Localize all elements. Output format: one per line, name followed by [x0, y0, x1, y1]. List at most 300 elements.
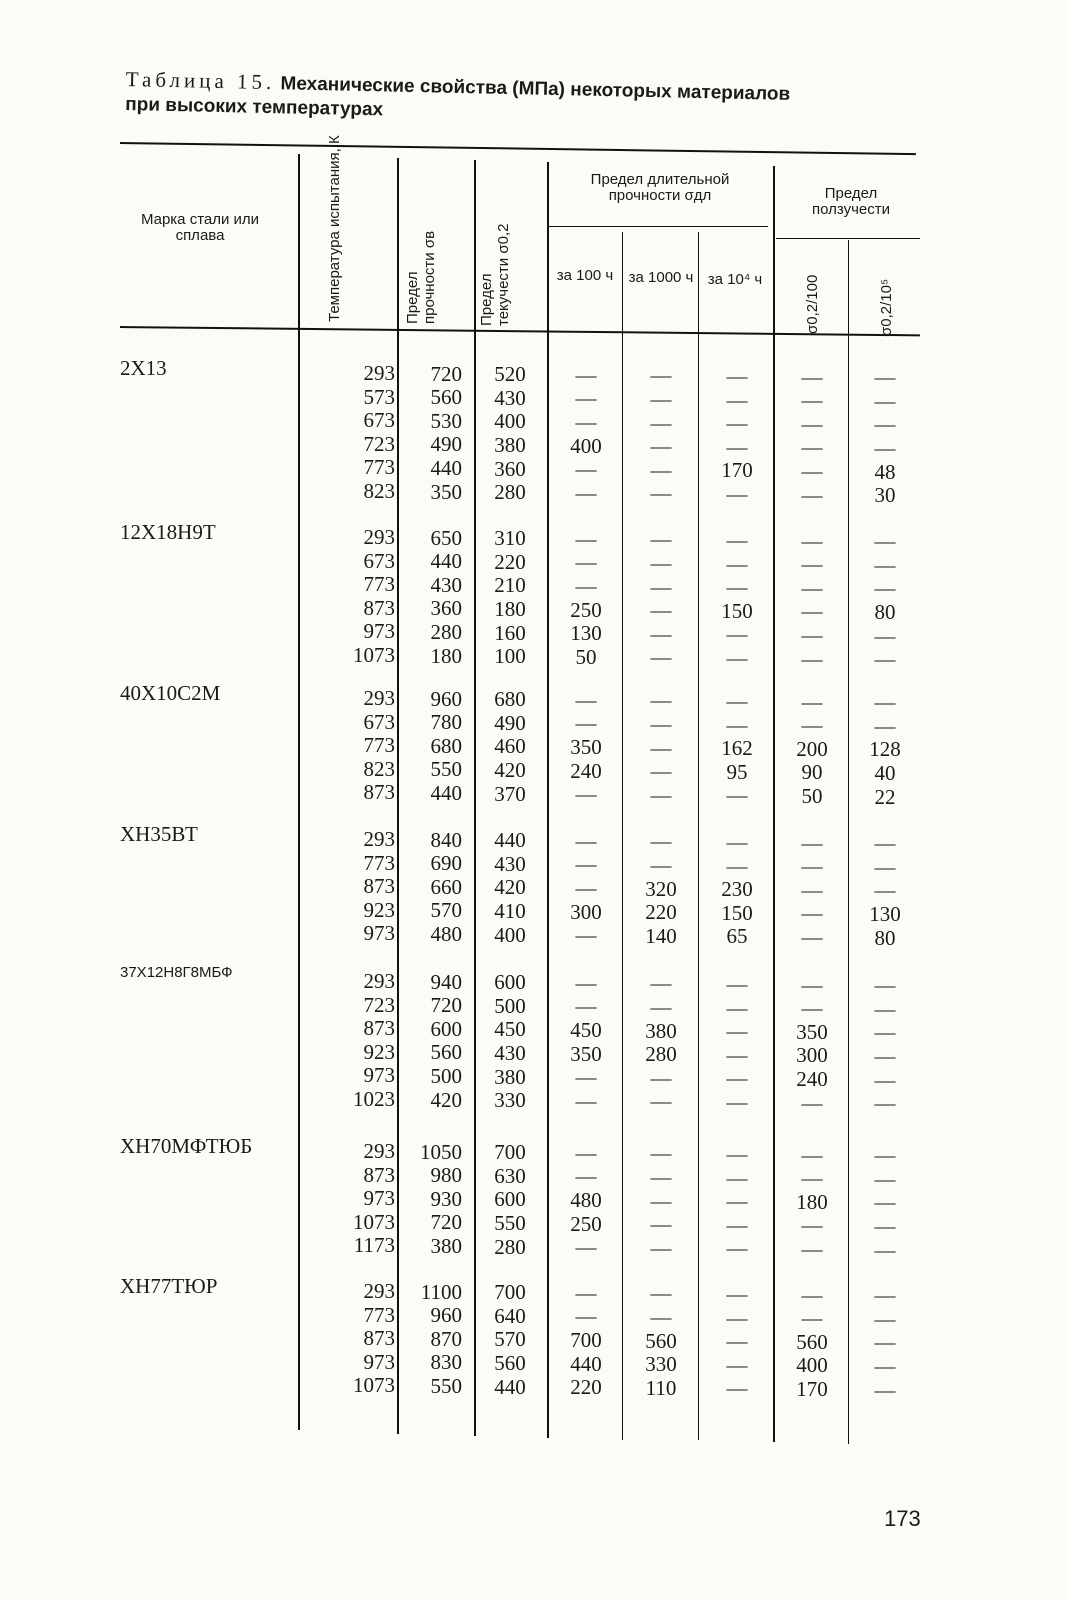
- creep-subheader-rule: [776, 238, 920, 239]
- table-cell: 310: [494, 526, 526, 551]
- table-cell: —: [801, 901, 823, 926]
- table-cell: —: [801, 1306, 823, 1331]
- table-cell: —: [726, 972, 748, 996]
- table-cell: —: [801, 1166, 823, 1191]
- table-cell: —: [575, 573, 597, 598]
- table-cell: —: [650, 434, 672, 459]
- table-cell: —: [726, 528, 748, 552]
- table-cell: —: [650, 1188, 672, 1213]
- table-cell: 573: [363, 384, 395, 409]
- table-cell: 700: [494, 1140, 526, 1165]
- header-temperature: Температура испытания, К: [326, 135, 343, 322]
- table-cell: 550: [430, 757, 462, 782]
- table-cell: —: [874, 1237, 896, 1262]
- table-cell: 380: [494, 1064, 526, 1089]
- table-cell: —: [874, 1306, 896, 1331]
- table-cell: 293: [363, 827, 395, 851]
- table-cell: 723: [363, 431, 395, 456]
- table-cell: 440: [494, 828, 526, 853]
- table-cell: 873: [363, 1162, 395, 1187]
- table-cell: —: [726, 1376, 748, 1401]
- table-cell: 1173: [353, 1233, 395, 1258]
- group-column: [624, 689, 698, 807]
- table-cell: 460: [494, 734, 526, 759]
- table-cell: —: [650, 1212, 672, 1237]
- table-cell: 773: [363, 572, 395, 597]
- column-rule: [298, 154, 300, 1430]
- material-grade: ХН35ВТ: [120, 822, 198, 846]
- table-cell: —: [575, 994, 597, 1019]
- table-cell: —: [801, 996, 823, 1021]
- table-cell: 350: [570, 1041, 602, 1066]
- table-cell: 90: [801, 760, 823, 785]
- group-column: [850, 1144, 920, 1262]
- group-column: [850, 1284, 920, 1402]
- table-cell: 1023: [353, 1086, 395, 1111]
- table-cell: —: [650, 852, 672, 877]
- table-cell: —: [575, 852, 597, 877]
- table-cell: —: [650, 645, 672, 670]
- table-cell: —: [575, 828, 597, 853]
- column-rule: [698, 232, 699, 1440]
- group-column: [624, 830, 698, 948]
- table-cell: 1100: [420, 1279, 462, 1304]
- header-creep-limit: Предел ползучести: [811, 185, 890, 218]
- table-cell: 873: [363, 874, 395, 899]
- table-cell: —: [801, 364, 823, 389]
- table-cell: 823: [363, 478, 395, 503]
- table-cell: 720: [430, 361, 462, 386]
- table-cell: —: [650, 1304, 672, 1329]
- table-cell: —: [650, 550, 672, 575]
- table-cell: 370: [494, 781, 526, 806]
- table-cell: 600: [494, 970, 526, 995]
- group-column: [700, 690, 774, 808]
- table-cell: 220: [645, 900, 677, 925]
- column-rule: [547, 162, 549, 1438]
- material-grade: 2Х13: [120, 356, 167, 380]
- table-cell: 930: [430, 1186, 462, 1211]
- table-cell: 360: [430, 596, 462, 621]
- table-cell: 200: [796, 736, 828, 761]
- table-cell: —: [650, 457, 672, 482]
- table-title: Механические свойства (МПа) некоторых материалов: [280, 73, 791, 105]
- table-cell: 170: [721, 458, 753, 483]
- table-cell: 440: [430, 455, 462, 480]
- table-cell: —: [874, 996, 896, 1021]
- table-cell: —: [874, 1213, 896, 1238]
- table-cell: 960: [430, 686, 462, 711]
- group-column: [700, 1143, 774, 1261]
- table-cell: —: [874, 365, 896, 390]
- table-cell: —: [726, 575, 748, 600]
- group-column: [305, 526, 395, 668]
- table-cell: —: [726, 1352, 748, 1377]
- table-cell: —: [874, 973, 896, 998]
- table-cell: —: [801, 854, 823, 879]
- table-cell: 293: [363, 1139, 395, 1163]
- table-cell: 250: [570, 1211, 602, 1236]
- table-cell: —: [874, 713, 896, 738]
- group-column: [776, 530, 848, 672]
- table-cell: —: [575, 1140, 597, 1165]
- table-cell: —: [726, 622, 748, 647]
- table-cell: 823: [363, 756, 395, 781]
- table-cell: 960: [430, 1303, 462, 1328]
- table-cell: 180: [430, 643, 462, 668]
- table-cell: —: [726, 364, 748, 388]
- table-cell: —: [726, 1042, 748, 1067]
- table-cell: —: [650, 1281, 672, 1306]
- group-column: [850, 366, 920, 508]
- table-caption: [125, 68, 916, 133]
- group-column: [776, 1144, 848, 1262]
- table-cell: —: [650, 971, 672, 996]
- table-cell: 723: [363, 992, 395, 1017]
- table-cell: —: [650, 527, 672, 552]
- table-cell: —: [650, 735, 672, 760]
- table-cell: 980: [430, 1163, 462, 1188]
- group-column: [700, 365, 774, 507]
- table-cell: 40: [874, 760, 896, 785]
- group-column: [776, 1284, 848, 1402]
- table-cell: —: [650, 621, 672, 646]
- table-cell: —: [650, 688, 672, 713]
- group-column: [478, 829, 542, 947]
- table-cell: 400: [570, 433, 602, 458]
- table-cell: —: [575, 457, 597, 482]
- group-column: [624, 1282, 698, 1400]
- table-cell: —: [726, 1212, 748, 1237]
- table-cell: 773: [363, 1302, 395, 1327]
- table-cell: 320: [645, 876, 677, 901]
- table-cell: —: [650, 782, 672, 807]
- table-cell: 180: [796, 1189, 828, 1214]
- table-cell: 160: [494, 620, 526, 645]
- group-column: [624, 1142, 698, 1260]
- table-cell: 330: [494, 1088, 526, 1113]
- table-cell: 22: [874, 784, 896, 809]
- group-column: [850, 974, 920, 1116]
- top-rule: [120, 142, 916, 155]
- group-column: [850, 691, 920, 809]
- table-cell: —: [801, 599, 823, 624]
- table-cell: 940: [430, 969, 462, 994]
- table-cell: 440: [570, 1351, 602, 1376]
- table-cell: 500: [430, 1063, 462, 1088]
- table-cell: —: [874, 1166, 896, 1191]
- group-column: [850, 530, 920, 672]
- header-creep-10e5: σ0,2/10⁵: [878, 278, 895, 336]
- table-cell: 430: [494, 1040, 526, 1065]
- table-cell: —: [801, 435, 823, 460]
- table-cell: 973: [363, 921, 395, 946]
- table-cell: 100: [494, 644, 526, 669]
- table-cell: 923: [363, 1039, 395, 1064]
- material-grade: ХН77ТЮР: [120, 1274, 218, 1298]
- table-cell: 873: [363, 595, 395, 620]
- table-cell: 293: [363, 525, 395, 549]
- table-cell: —: [650, 386, 672, 411]
- table-cell: 773: [363, 455, 395, 480]
- group-column: [550, 830, 622, 948]
- table-cell: 430: [494, 851, 526, 876]
- table-cell: 570: [494, 1327, 526, 1352]
- table-cell: 240: [570, 758, 602, 783]
- table-cell: 720: [430, 993, 462, 1018]
- table-cell: 180: [494, 596, 526, 621]
- table-cell: —: [726, 387, 748, 412]
- group-column: [700, 529, 774, 671]
- table-cell: 830: [430, 1350, 462, 1375]
- group-column: [305, 828, 395, 946]
- table-cell: 780: [430, 710, 462, 735]
- group-column: [850, 832, 920, 950]
- table-cell: 170: [796, 1376, 828, 1401]
- table-cell: 650: [430, 525, 462, 550]
- table-cell: 280: [494, 1234, 526, 1259]
- header-long-term-strength: Предел длительной прочности σдл: [590, 171, 730, 204]
- table-cell: 550: [430, 1373, 462, 1398]
- table-cell: —: [575, 1164, 597, 1189]
- table-cell: 773: [363, 733, 395, 758]
- table-cell: 600: [494, 1187, 526, 1212]
- table-cell: —: [575, 480, 597, 505]
- table-cell: —: [575, 923, 597, 948]
- table-cell: 140: [645, 923, 677, 948]
- table-cell: 440: [430, 549, 462, 574]
- material-grade: ХН70МФТЮБ: [120, 1134, 253, 1158]
- group-column: [478, 1281, 542, 1399]
- table-cell: —: [801, 972, 823, 997]
- table-cell: 700: [494, 1280, 526, 1305]
- group-column: [550, 689, 622, 807]
- table-cell: 873: [363, 780, 395, 805]
- table-cell: —: [726, 1305, 748, 1330]
- table-cell: —: [801, 830, 823, 855]
- table-cell: —: [801, 689, 823, 714]
- group-column: [624, 972, 698, 1114]
- table-cell: 50: [575, 644, 597, 669]
- table-cell: 410: [494, 898, 526, 923]
- table-cell: 293: [363, 1279, 395, 1303]
- table-cell: 280: [645, 1042, 677, 1067]
- table-cell: 550: [494, 1210, 526, 1235]
- table-cell: —: [801, 1236, 823, 1261]
- table-cell: —: [874, 412, 896, 437]
- table-cell: 230: [721, 877, 753, 902]
- table-cell: 600: [430, 1016, 462, 1041]
- table-cell: —: [650, 1164, 672, 1189]
- table-cell: 300: [570, 899, 602, 924]
- group-column: [624, 364, 698, 506]
- long-term-subheader-rule: [548, 226, 768, 227]
- group-column: [550, 364, 622, 506]
- table-cell: —: [801, 411, 823, 436]
- table-cell: —: [726, 830, 748, 854]
- table-cell: —: [650, 994, 672, 1019]
- header-creep-100: σ0,2/100: [804, 274, 821, 334]
- table-cell: —: [801, 482, 823, 507]
- table-cell: 973: [363, 1186, 395, 1211]
- table-cell: 293: [363, 969, 395, 993]
- table-cell: —: [801, 924, 823, 949]
- table-cell: 130: [869, 901, 901, 926]
- table-cell: 48: [874, 459, 896, 484]
- header-strength: Предел прочности σв: [404, 230, 438, 324]
- table-cell: —: [801, 528, 823, 553]
- table-cell: 700: [570, 1327, 602, 1352]
- material-grade: 12Х18Н9Т: [120, 520, 216, 544]
- table-cell: 128: [869, 737, 901, 762]
- table-cell: —: [726, 1236, 748, 1261]
- table-cell: 350: [796, 1019, 828, 1044]
- table-cell: 293: [363, 686, 395, 710]
- group-column: [776, 691, 848, 809]
- table-cell: 150: [721, 598, 753, 623]
- table-cell: 530: [430, 408, 462, 433]
- table-cell: —: [650, 829, 672, 854]
- table-cell: —: [874, 1330, 896, 1355]
- table-cell: —: [874, 435, 896, 460]
- table-cell: 690: [430, 851, 462, 876]
- group-column: [550, 1282, 622, 1400]
- table-cell: 80: [874, 599, 896, 624]
- table-cell: —: [874, 1143, 896, 1168]
- table-cell: —: [726, 645, 748, 670]
- table-cell: 520: [494, 362, 526, 387]
- table-cell: —: [726, 1089, 748, 1114]
- page-number: 173: [884, 1506, 921, 1531]
- table-cell: —: [575, 875, 597, 900]
- table-cell: —: [801, 552, 823, 577]
- table-cell: —: [874, 1283, 896, 1308]
- table-cell: 293: [363, 361, 395, 385]
- group-column: [776, 974, 848, 1116]
- table-cell: 240: [796, 1066, 828, 1091]
- table-cell: —: [650, 481, 672, 506]
- header-bottom-rule: [120, 326, 920, 336]
- table-cell: —: [874, 576, 896, 601]
- table-cell: 420: [430, 1087, 462, 1112]
- table-cell: 280: [430, 619, 462, 644]
- column-rule: [848, 240, 849, 1444]
- table-cell: —: [726, 1142, 748, 1166]
- table-cell: —: [575, 782, 597, 807]
- table-cell: —: [801, 877, 823, 902]
- table-cell: —: [575, 409, 597, 434]
- table-cell: 350: [570, 734, 602, 759]
- table-cell: —: [874, 1190, 896, 1215]
- table-cell: 973: [363, 1349, 395, 1374]
- table-cell: —: [650, 759, 672, 784]
- group-column: [478, 1141, 542, 1259]
- table-cell: —: [726, 689, 748, 713]
- group-column: [550, 1142, 622, 1260]
- group-column: [700, 1283, 774, 1401]
- table-cell: —: [874, 388, 896, 413]
- table-cell: 400: [494, 409, 526, 434]
- table-cell: 873: [363, 1016, 395, 1041]
- table-cell: 640: [494, 1303, 526, 1328]
- table-cell: 420: [494, 875, 526, 900]
- table-cell: —: [801, 575, 823, 600]
- group-column: [478, 688, 542, 806]
- table-cell: 673: [363, 548, 395, 573]
- table-cell: 220: [494, 549, 526, 574]
- table-cell: —: [874, 1067, 896, 1092]
- table-cell: —: [650, 1065, 672, 1090]
- table-cell: —: [575, 1088, 597, 1113]
- group-column: [700, 973, 774, 1115]
- table-cell: 480: [570, 1187, 602, 1212]
- group-column: [305, 687, 395, 805]
- group-column: [305, 1140, 395, 1258]
- table-cell: —: [575, 362, 597, 387]
- table-cell: —: [726, 1282, 748, 1306]
- group-column: [478, 363, 542, 505]
- table-cell: —: [726, 1019, 748, 1044]
- group-column: [400, 527, 462, 669]
- table-cell: 210: [494, 573, 526, 598]
- group-column: [776, 832, 848, 950]
- column-rule: [474, 160, 476, 1436]
- group-column: [305, 970, 395, 1112]
- table-cell: —: [575, 386, 597, 411]
- header-grade: Марка стали или сплава: [140, 211, 260, 244]
- table-cell: —: [650, 410, 672, 435]
- table-cell: 350: [430, 479, 462, 504]
- table-cell: 500: [494, 993, 526, 1018]
- table-cell: 65: [726, 924, 748, 949]
- table-cell: 110: [645, 1375, 677, 1400]
- group-column: [776, 366, 848, 508]
- group-column: [400, 1281, 462, 1399]
- table-cell: —: [874, 854, 896, 879]
- table-cell: —: [801, 713, 823, 738]
- table-cell: —: [575, 1065, 597, 1090]
- table-cell: 95: [726, 759, 748, 784]
- table-cell: 660: [430, 874, 462, 899]
- material-grade: 37Х12Н8Г8МБФ: [120, 964, 233, 981]
- table-cell: 50: [801, 783, 823, 808]
- group-column: [550, 972, 622, 1114]
- table-cell: —: [726, 712, 748, 737]
- table-cell: 400: [494, 922, 526, 947]
- table-cell: 440: [494, 1374, 526, 1399]
- group-column: [400, 971, 462, 1113]
- table-cell: —: [801, 1090, 823, 1115]
- table-cell: 1073: [353, 1209, 395, 1234]
- table-cell: 570: [430, 898, 462, 923]
- table-cell: —: [650, 363, 672, 388]
- table-cell: 680: [494, 687, 526, 712]
- table-cell: —: [874, 647, 896, 672]
- table-cell: 162: [721, 736, 753, 761]
- table-cell: 300: [796, 1043, 828, 1068]
- table-cell: —: [575, 550, 597, 575]
- table-cell: —: [874, 1020, 896, 1045]
- group-column: [400, 1141, 462, 1259]
- table-cell: 560: [645, 1328, 677, 1353]
- table-cell: 400: [796, 1353, 828, 1378]
- table-cell: 360: [494, 456, 526, 481]
- table-cell: —: [874, 1377, 896, 1402]
- table-cell: —: [726, 1066, 748, 1091]
- header-1000h: за 1000 ч: [628, 269, 694, 286]
- table-cell: 673: [363, 709, 395, 734]
- table-cell: —: [874, 529, 896, 554]
